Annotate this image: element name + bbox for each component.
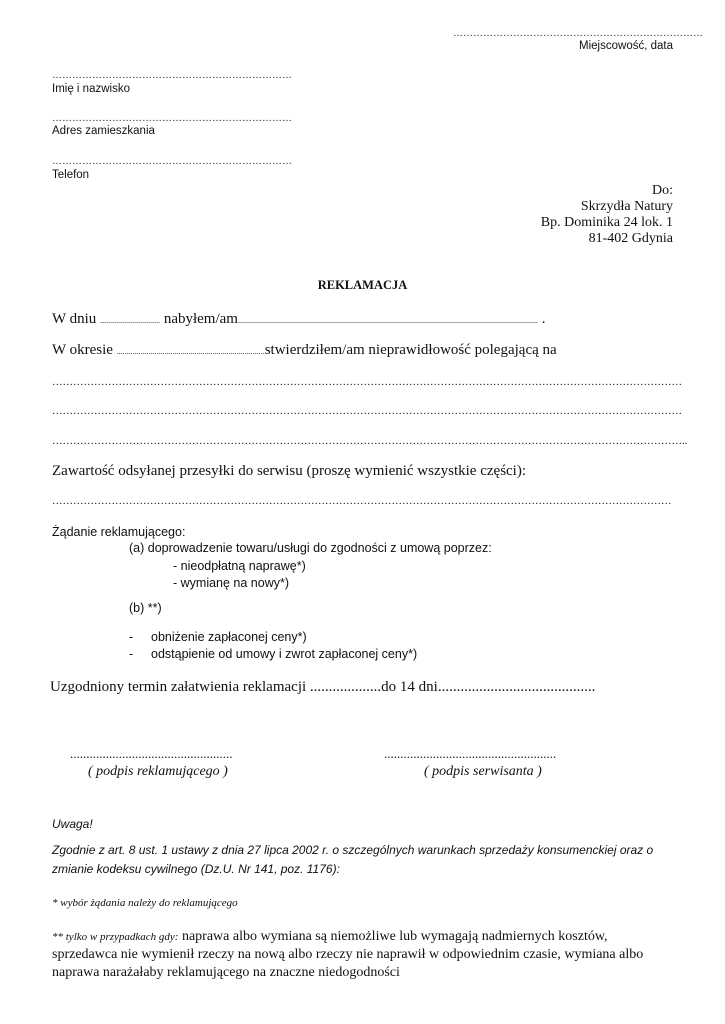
signature-right-line: ..................................................... [384, 746, 557, 761]
defect-prefix: W okresie [52, 342, 113, 358]
demand-b-item-2: odstąpienie od umowy i zwrot zapłaconej ceny*) [151, 647, 418, 661]
place-date-line: ………………………………………………………………… [453, 28, 703, 39]
demand-b-item-1: obniżenie zapłaconej ceny*) [151, 630, 307, 644]
signature-right-label: ( podpis serwisanta ) [424, 764, 542, 779]
deadline-text: Uzgodniony termin załatwienia reklamacji ...................do 14 dni.......................................... [50, 679, 596, 695]
recipient-to: Do: [652, 183, 673, 198]
demand-a-item-2: - wymianę na nowy*) [173, 576, 290, 590]
contents-dots: …………………………………………………………………………………………………………………………………………………………… [52, 496, 672, 507]
demand-a-item-1: - nieodpłatną naprawę*) [173, 559, 306, 573]
name-line: ……………………………………………………………… [52, 70, 292, 81]
document-title: REKLAMACJA [317, 278, 408, 292]
defect-period-line [52, 342, 557, 359]
purchase-date-dots: .............................. [100, 316, 161, 325]
name-label: Imię i nazwisko [52, 83, 130, 95]
footnote-2-text: naprawa albo wymiana są niemożliwe lub wymagają nadmiernych kosztów, sprzedawca nie wymienił rzeczy na nową albo rzeczy nie naprawił w odpowiednim czasie, wymiana albo naprawa narażałaby reklamującego na znaczne niedogodności [52, 929, 644, 980]
place-date-label: Miejscowość, data [579, 40, 673, 52]
demand-b-item-2-dash: - [129, 647, 134, 661]
demand-option-a: (a) doprowadzenie towaru/usługi do zgodności z umową poprzez: [129, 541, 492, 555]
demand-heading: Żądanie reklamującego: [52, 525, 186, 539]
footnote-2 [52, 928, 676, 982]
footnote-1: * wybór żądania należy do reklamującego [52, 897, 238, 909]
footnote-2-prefix: ** tylko w przypadkach gdy: [52, 931, 179, 943]
recipient-street: Bp. Dominika 24 lok. 1 [540, 215, 673, 230]
recipient-company: Skrzydła Natury [580, 199, 673, 214]
phone-line: ……………………………………………………………… [52, 156, 292, 167]
purchase-end: . [541, 311, 546, 327]
signature-left-label: ( podpis reklamującego ) [88, 764, 228, 779]
description-dots-2: ……………………………………………………………………………………………………………………………………………………………… [52, 406, 682, 417]
demand-option-b: (b) **) [129, 601, 162, 615]
defect-rest: stwierdziłem/am nieprawidłowość polegającą na [264, 342, 557, 358]
contents-label: Zawartość odsyłanej przesyłki do serwisu (proszę wymienić wszystkie części): [52, 463, 527, 479]
recipient-city: 81-402 Gdynia [588, 231, 673, 246]
notes-uwaga: Uwaga! [52, 817, 93, 831]
purchase-prefix: W dniu [52, 311, 97, 327]
notes-legal: Zgodnie z art. 8 ust. 1 ustawy z dnia 27 lipca 2002 r. o szczególnych warunkach sprzedaży konsumenckiej oraz o zmianie kodeksu cywilnego (Dz.U. Nr 141, poz. 1176): [52, 843, 654, 876]
description-dots-1: ……………………………………………………………………………………………………………………………………………………………… [52, 377, 682, 388]
description-dots-3: ……………………………………………………………………………………………………………………………………………………………….. [52, 436, 688, 447]
phone-label: Telefon [52, 169, 90, 181]
defect-period-dots: .......................................................................... [116, 347, 265, 356]
signature-left-line: .................................................. [70, 746, 233, 761]
purchase-date-line [52, 311, 545, 328]
address-label: Adres zamieszkania [52, 125, 155, 137]
demand-b-item-1-dash: - [129, 630, 134, 644]
address-line: ……………………………………………………………… [52, 113, 292, 124]
purchase-mid: nabyłem/am [163, 311, 238, 327]
purchase-item-dots: ...................................................................................................................................................... [237, 316, 538, 325]
